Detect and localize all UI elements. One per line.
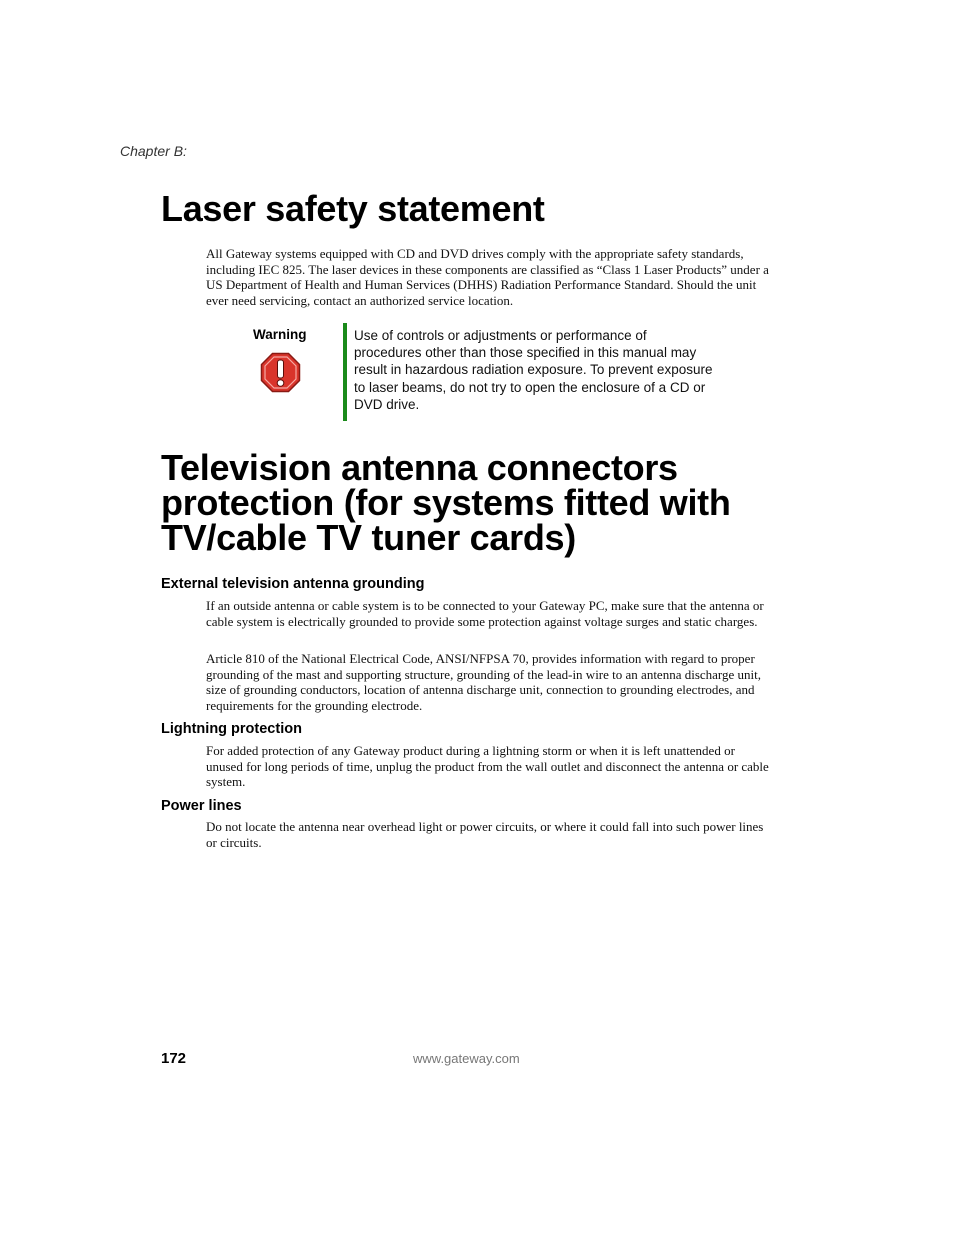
laser-safety-paragraph: All Gateway systems equipped with CD and DVD drives comply with the appropriate safety standards, including IEC 825. The laser devices in these components are classified as “Class 1 Laser Products” under a US Department of Health and Human Services (DHHS) Radiation Performance Standard. Should the unit ever need servicing, contact an authorized service location.	[206, 246, 769, 308]
warning-stop-sign-icon	[260, 352, 301, 393]
power-lines-paragraph: Do not locate the antenna near overhead light or power circuits, or where it could fall into such power lines or circuits.	[206, 819, 764, 850]
section-heading-power-lines: Power lines	[161, 798, 242, 814]
section-heading-grounding: External television antenna grounding	[161, 576, 425, 592]
grounding-paragraph-2: Article 810 of the National Electrical Code, ANSI/NFPSA 70, provides information with regard to proper grounding of the mast and supporting structure, grounding of the lead-in wire to an antenna discharge unit, size of grounding conductors, location of antenna discharge unit, connection to grounding electrodes, and requirements for the grounding electrode.	[206, 651, 762, 713]
chapter-label: Chapter B:	[120, 143, 187, 159]
grounding-paragraph-1: If an outside antenna or cable system is to be connected to your Gateway PC, make sure that the antenna or cable system is electrically grounded to provide some protection against voltage surges and static charges.	[206, 598, 764, 629]
warning-divider-bar	[343, 323, 347, 421]
footer-website-link[interactable]: www.gateway.com	[413, 1051, 520, 1066]
lightning-paragraph: For added protection of any Gateway product during a lightning storm or when it is left unattended or unused for long periods of time, unplug the product from the wall outlet and disconnect the antenna or cable system.	[206, 743, 769, 790]
section-heading-lightning: Lightning protection	[161, 721, 302, 737]
page-number: 172	[161, 1050, 187, 1067]
laser-safety-title: Laser safety statement	[161, 188, 545, 229]
warning-label: Warning	[253, 327, 307, 342]
tv-antenna-title: Television antenna connectors protection (for systems fitted with TV/cable TV tuner cards)	[161, 447, 731, 558]
warning-text: Use of controls or adjustments or performance of procedures other than those specified in this manual may result in hazardous radiation exposure. To prevent exposure to laser beams, do not try to open the enclosure of a CD or DVD drive.	[354, 328, 713, 412]
